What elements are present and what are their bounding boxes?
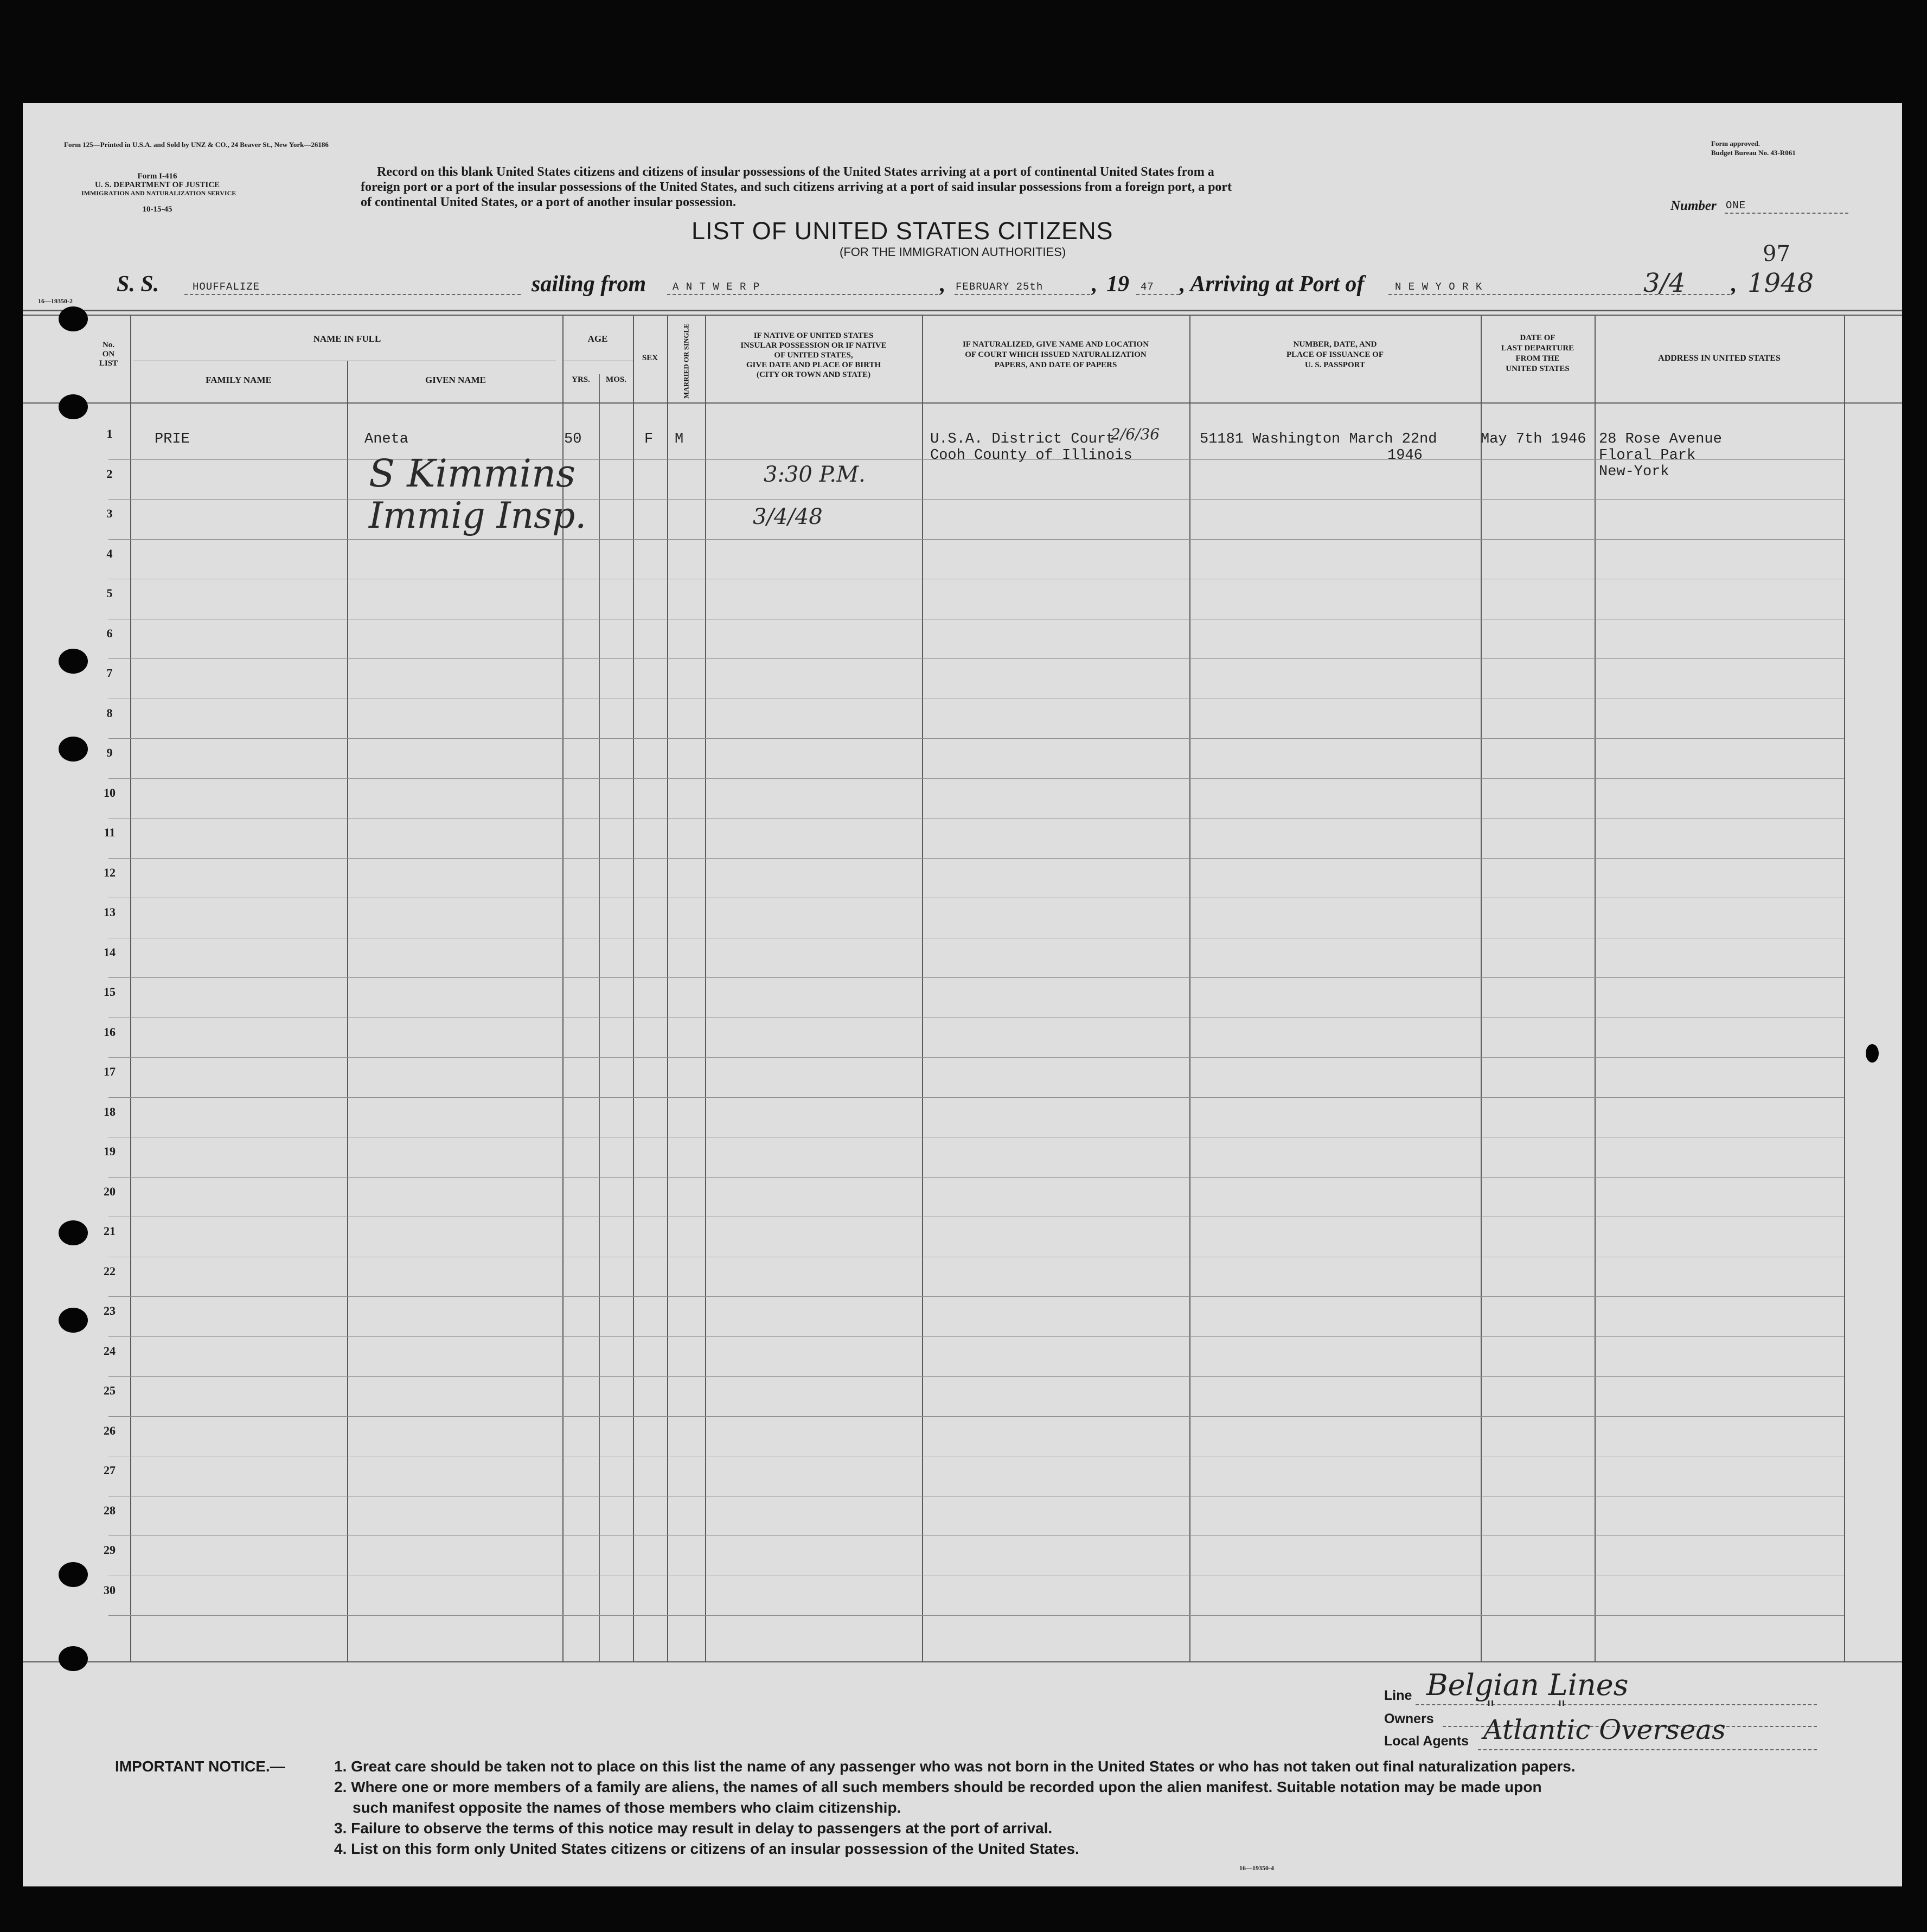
- punch-hole: [59, 394, 88, 419]
- line-value: Belgian Lines: [1426, 1668, 1629, 1702]
- col-divider-naturalized: [1189, 315, 1190, 1661]
- row-number: 14: [104, 945, 116, 959]
- age-years-cell: 50: [564, 431, 582, 447]
- header-name-in-full: NAME IN FULL: [313, 334, 381, 344]
- footer-code: 16—19350-4: [1239, 1864, 1274, 1872]
- printer-line: Form 125—Printed in U.S.A. and Sold by UNZ & CO., 24 Beaver St., New York—26186: [64, 140, 329, 149]
- ship-line: [184, 294, 521, 295]
- port-line: [667, 294, 938, 295]
- row-rule: [108, 658, 1844, 659]
- row-number: 16: [104, 1025, 116, 1039]
- table-top-rule: [23, 310, 1902, 311]
- punch-hole: [59, 649, 88, 674]
- arrival-port-line: [1388, 294, 1638, 295]
- header-passport: NUMBER, DATE, AND PLACE OF ISSUANCE OF U. S. PASSPORT: [1286, 340, 1384, 369]
- row-number: 18: [104, 1105, 116, 1118]
- row-number: 4: [106, 547, 113, 560]
- marital-cell: M: [675, 431, 684, 447]
- punch-hole: [59, 1646, 88, 1671]
- year-line: [1136, 294, 1180, 295]
- row-number: 15: [104, 985, 116, 999]
- row-number: 26: [104, 1424, 116, 1437]
- row-rule: [108, 1177, 1844, 1178]
- inspector-title: Immig Insp.: [369, 495, 587, 536]
- row-number: 24: [104, 1344, 116, 1358]
- departure-date: FEBRUARY 25th: [956, 281, 1043, 293]
- row-number: 29: [104, 1543, 116, 1557]
- table-top-rule-2: [23, 315, 1902, 316]
- address-line-3: New-York: [1599, 464, 1669, 480]
- inspection-date: 3/4/48: [753, 504, 823, 529]
- col-divider-sex: [667, 315, 668, 1661]
- date-line: [955, 294, 1090, 295]
- comma-3: ,: [1731, 272, 1737, 297]
- row-number: 5: [106, 586, 113, 600]
- row-number: 28: [104, 1504, 116, 1517]
- departure-port: A N T W E R P: [673, 281, 760, 293]
- punch-hole: [59, 737, 88, 762]
- row-rule: [108, 1057, 1844, 1058]
- ship-name: HOUFFALIZE: [193, 281, 260, 293]
- col-divider-age: [633, 315, 634, 1661]
- owners-value: " ": [1486, 1698, 1566, 1720]
- row-rule: [108, 858, 1844, 859]
- col-divider-no: [130, 315, 131, 1661]
- last-departure-cell: May 7th 1946: [1481, 431, 1586, 447]
- year-prefix: 19: [1106, 272, 1129, 297]
- form-title: LIST OF UNITED STATES CITIZENS: [692, 217, 1113, 245]
- instruction-line-2: foreign port or a port of the insular possessions of the United States, and such citizens arriving at a port of said insular possessions from a foreign port, a port: [361, 180, 1232, 194]
- header-address: ADDRESS IN UNITED STATES: [1658, 354, 1781, 363]
- row-number: 12: [104, 866, 116, 879]
- line-label: Line: [1384, 1688, 1412, 1703]
- address-line-1: 28 Rose Avenue: [1599, 431, 1722, 447]
- naturalization-location: Cooh County of Illinois: [930, 447, 1132, 464]
- header-naturalized: IF NATURALIZED, GIVE NAME AND LOCATION OF COURT WHICH ISSUED NATURALIZATION PAPERS, AND DATE OF PAPERS: [962, 340, 1149, 369]
- notice-label: IMPORTANT NOTICE.—: [115, 1758, 285, 1775]
- row-number: 19: [104, 1144, 116, 1158]
- agents-rule: [1478, 1749, 1817, 1750]
- instruction-line-3: of continental United States, or a port of another insular possession.: [361, 195, 737, 209]
- punch-hole: [59, 1220, 88, 1245]
- owners-label: Owners: [1384, 1711, 1434, 1726]
- col-divider-address: [1844, 315, 1845, 1661]
- comma-1: ,: [940, 272, 946, 297]
- row-rule: [108, 1097, 1844, 1098]
- notice-item-2: 2. Where one or more members of a family are aliens, the names of all such members should be recorded upon the alien manifest. Suitable notation may be made upon: [334, 1779, 1542, 1795]
- side-code: 16—19350-2: [38, 297, 73, 305]
- header-married-or-single: MARRIED OR SINGLE: [682, 323, 690, 399]
- row-rule: [108, 1615, 1844, 1616]
- comma-2: ,: [1092, 272, 1098, 297]
- form-subtitle: (FOR THE IMMIGRATION AUTHORITIES): [840, 245, 1066, 259]
- row-rule: [108, 1336, 1844, 1337]
- form-number: Form I-416: [137, 172, 177, 181]
- header-bottom-rule: [23, 402, 1902, 404]
- row-number: 13: [104, 905, 116, 919]
- instruction-line-1: Record on this blank United States citizens and citizens of insular possessions of the United States arriving at a port of continental United States from a: [377, 165, 1214, 179]
- row-number: 9: [106, 746, 113, 759]
- page-number: 97: [1763, 241, 1790, 266]
- arrival-port: N E W Y O R K: [1395, 281, 1483, 293]
- agents-label: Local Agents: [1384, 1733, 1469, 1749]
- row-number: 20: [104, 1185, 116, 1198]
- naturalization-date: 2/6/36: [1111, 425, 1160, 443]
- arrival-date-line: [1638, 294, 1730, 295]
- sex-cell: F: [644, 431, 654, 447]
- address-line-2: Floral Park: [1599, 447, 1696, 464]
- row-rule: [108, 1296, 1844, 1297]
- row-number: 21: [104, 1224, 116, 1238]
- row-rule: [108, 539, 1844, 540]
- header-sex: SEX: [642, 354, 658, 362]
- row-rule: [108, 977, 1844, 978]
- punch-hole: [59, 306, 88, 331]
- row-rule: [108, 1416, 1844, 1417]
- row-rule: [108, 778, 1844, 779]
- row-number: 2: [106, 467, 113, 481]
- arrival-date: 3/4: [1643, 268, 1686, 298]
- inspector-signature: S Kimmins: [369, 451, 576, 496]
- row-number: 23: [104, 1304, 116, 1317]
- row-number: 11: [104, 826, 116, 839]
- header-last-departure: DATE OF LAST DEPARTURE FROM THE UNITED STATES: [1501, 334, 1574, 373]
- line-rule: [1416, 1704, 1817, 1705]
- row-number: 30: [104, 1583, 116, 1597]
- header-no-on-list: No. ON LIST: [99, 341, 118, 368]
- ss-label: S. S.: [117, 272, 159, 297]
- department: U. S. DEPARTMENT OF JUSTICE: [94, 181, 220, 189]
- arriving-label: , Arriving at Port of: [1180, 272, 1365, 297]
- form-approved: Form approved.: [1711, 139, 1760, 148]
- row-number: 1: [106, 427, 113, 440]
- table-bottom-rule: [23, 1661, 1902, 1662]
- col-divider-native: [922, 315, 923, 1661]
- row-number: 3: [106, 507, 113, 520]
- punch-hole: [59, 1562, 88, 1587]
- row-rule: [108, 738, 1844, 739]
- passport-year: 1946: [1387, 447, 1423, 464]
- form-date: 10-15-45: [142, 205, 172, 214]
- header-age: AGE: [587, 334, 608, 344]
- passport-details: 51181 Washington March 22nd: [1200, 431, 1437, 447]
- given-name-cell: Aneta: [364, 431, 409, 447]
- number-label: Number: [1670, 199, 1717, 213]
- departure-year: 47: [1141, 281, 1154, 293]
- row-number: 22: [104, 1264, 116, 1278]
- row-rule: [108, 1376, 1844, 1377]
- naturalization-court: U.S.A. District Court: [930, 431, 1115, 447]
- col-divider-passport: [1481, 315, 1482, 1661]
- arrival-year: 1948: [1747, 268, 1814, 298]
- header-family-name: FAMILY NAME: [206, 375, 272, 385]
- service: IMMIGRATION AND NATURALIZATION SERVICE: [81, 189, 236, 197]
- row-number: 10: [104, 786, 116, 799]
- number-value: ONE: [1726, 200, 1746, 212]
- header-age-mos: MOS.: [606, 375, 626, 384]
- header-age-yrs: YRS.: [572, 375, 590, 384]
- number-line: [1725, 213, 1848, 214]
- row-number: 25: [104, 1384, 116, 1397]
- row-number: 8: [106, 706, 113, 720]
- agents-value: Atlantic Overseas: [1483, 1714, 1726, 1745]
- row-number: 7: [106, 666, 113, 680]
- notice-item-2-continued: such manifest opposite the names of those members who claim citizenship.: [353, 1799, 901, 1816]
- form-sheet: [23, 103, 1902, 1886]
- row-number: 6: [106, 626, 113, 640]
- row-number: 17: [104, 1065, 116, 1078]
- col-divider-departure: [1595, 315, 1596, 1661]
- family-name-cell: PRIE: [155, 431, 190, 447]
- row-number: 27: [104, 1463, 116, 1477]
- sailing-from-label: sailing from: [532, 272, 646, 297]
- col-divider-family: [347, 361, 348, 1661]
- notice-item-4: 4. List on this form only United States citizens or citizens of an insular possession of the United States.: [334, 1840, 1079, 1857]
- budget-number: Budget Bureau No. 43-R061: [1711, 149, 1796, 157]
- header-given-name: GIVEN NAME: [425, 375, 486, 385]
- ink-spot: [1866, 1044, 1879, 1063]
- punch-hole: [59, 1308, 88, 1333]
- col-divider-married: [705, 315, 706, 1661]
- notice-item-3: 3. Failure to observe the terms of this notice may result in delay to passengers at the port of arrival.: [334, 1820, 1053, 1837]
- inspection-time: 3:30 P.M.: [764, 462, 866, 487]
- notice-item-1: 1. Great care should be taken not to place on this list the name of any passenger who was not born in the United States or who has not taken out final naturalization papers.: [334, 1758, 1576, 1775]
- header-native: IF NATIVE OF UNITED STATES INSULAR POSSESSION OR IF NATIVE OF UNITED STATES, GIVE DATE AND PLACE OF BIRTH (CITY OR TOWN AND STATE): [740, 331, 887, 379]
